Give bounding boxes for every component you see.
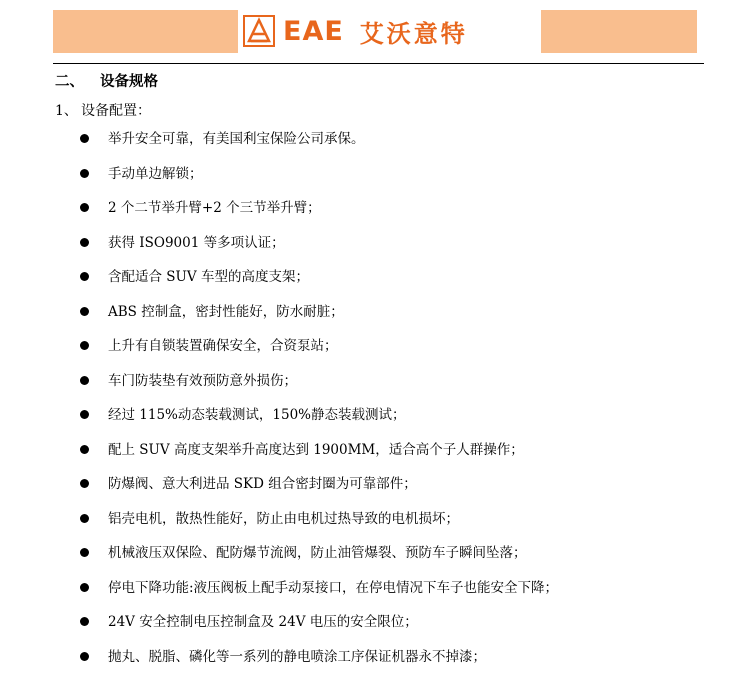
subsection-heading xyxy=(55,100,151,120)
bullet-icon xyxy=(80,548,89,557)
list-item-text: 铝壳电机，散热性能好，防止由电机过热导致的电机损坏； xyxy=(108,510,459,527)
subsection-title: 设备配置： xyxy=(81,103,151,119)
list-item-text: 机械液压双保险、配防爆节流阀，防止油管爆裂、预防车子瞬间坠落； xyxy=(108,545,527,561)
bullet-icon xyxy=(80,134,89,143)
list-item-text: 防爆阀、意大利进品 SKD 组合密封圈为可靠部件； xyxy=(108,476,417,492)
bullet-icon xyxy=(80,376,89,385)
header-rule xyxy=(53,63,704,64)
list-item-text: 手动单边解锁； xyxy=(108,165,203,182)
section-number: 二、 xyxy=(55,73,84,90)
list-item-text: 配上 SUV 高度支架举升高度达到 1900MM，适合高个子人群操作； xyxy=(108,441,524,458)
bullet-icon xyxy=(80,479,89,488)
bullet-icon xyxy=(80,203,89,212)
list-item-text: 获得 ISO9001 等多项认证； xyxy=(108,234,285,251)
list-item-text: 2 个二节举升臂+2 个三节举升臂； xyxy=(108,200,321,216)
list-item-text: ABS 控制盒，密封性能好，防水耐脏； xyxy=(108,303,344,320)
list-item-text: 车门防装垫有效预防意外损伤； xyxy=(108,372,297,389)
bullet-icon xyxy=(80,617,89,626)
header-band-left xyxy=(53,10,238,53)
list-item-text: 停电下降功能:液压阀板上配手动泵接口，在停电情况下车子也能安全下降； xyxy=(108,579,559,596)
section-title: 设备规格 xyxy=(100,73,158,90)
bullet-icon xyxy=(80,445,89,454)
bullet-icon xyxy=(80,238,89,247)
bullet-icon xyxy=(80,169,89,178)
bullet-icon xyxy=(80,341,89,350)
bullet-icon xyxy=(80,307,89,316)
list-item-text: 含配适合 SUV 车型的高度支架； xyxy=(108,269,309,285)
logo-chinese-text: 艾沃意特 xyxy=(359,19,468,48)
logo-mark-icon xyxy=(243,15,275,47)
list-item-text: 24V 安全控制电压控制盒及 24V 电压的安全限位； xyxy=(108,614,418,630)
bullet-icon xyxy=(80,652,89,661)
list-item-text: 抛丸、脱脂、磷化等一系列的静电喷涂工序保证机器永不掉漆； xyxy=(108,648,486,665)
company-logo xyxy=(243,12,533,50)
logo-latin-text: EAE xyxy=(283,15,344,47)
section-heading xyxy=(55,70,158,91)
bullet-icon xyxy=(80,583,89,592)
list-item-text: 上升有自锁装置确保安全，合资泵站； xyxy=(108,338,338,354)
header-band-right xyxy=(541,10,697,53)
bullet-icon xyxy=(80,514,89,523)
list-item-text: 举升安全可靠，有美国利宝保险公司承保。 xyxy=(108,131,365,147)
bullet-icon xyxy=(80,410,89,419)
subsection-number: 1、 xyxy=(55,103,78,119)
list-item-text: 经过 115%动态装载测试，150%静态装载测试； xyxy=(108,407,406,423)
bullet-icon xyxy=(80,272,89,281)
